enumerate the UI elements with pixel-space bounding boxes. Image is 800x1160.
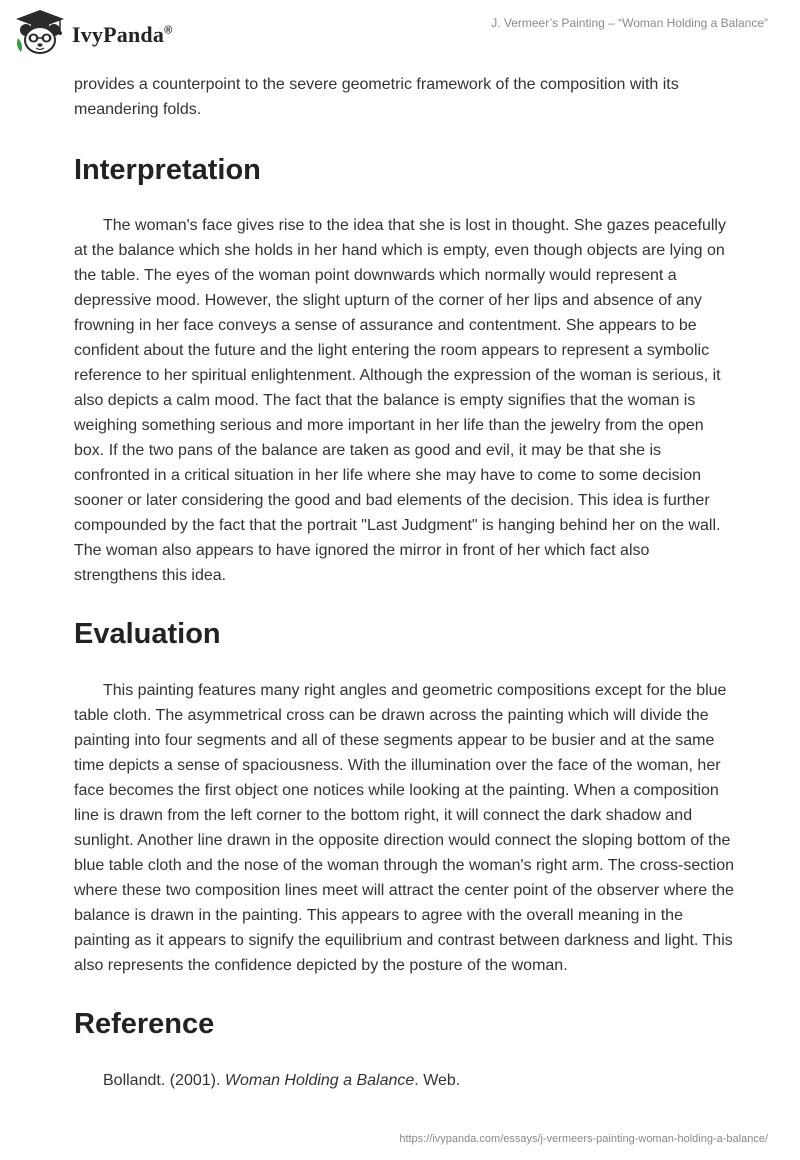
logo-wordmark: IvyPanda xyxy=(72,22,165,47)
reference-heading: Reference xyxy=(74,1008,215,1040)
evaluation-paragraph: This painting features many right angles and geometric compositions except for the blue table cloth. The asymmetrical cross can be drawn across the painting which will divide the painting into four segments and all of these segments appear to be busier and at the same time depicts a sense of spaciousness. With the illumination over the face of the woman, her face becomes the first object one notices while looking at the painting. When a composition line is drawn from the left corner to the bottom right, it will connect the dark shadow and sunlight. Another line drawn in the opposite direction would connect the sloping bottom of the blue table cloth and the nose of the woman through the woman's right arm. The cross-section where these two composition lines meet will attract the center point of the observer where the balance is drawn in the painting. This appears to agree with the overall meaning in the painting as it appears to signify the equilibrium and contrast between darkness and light. This also represents the confidence depicted by the posture of the woman. xyxy=(74,682,735,974)
interpretation-paragraph: The woman's face gives rise to the idea that she is lost in thought. She gazes peacefully at the balance which she holds in her hand which is empty, even though objects are lying on the table. The eyes of the woman point downwards which normally would represent a depressive mood. However, the slight upturn of the corner of her lips and absence of any frowning in her face conveys a sense of assurance and contentment. She appears to be confident about the future and the light entering the room appears to represent a symbolic reference to her spiritual enlightenment. Although the expression of the woman is serious, it also depicts a calm mood. The fact that the balance is empty signifies that the woman is weighing something serious and more important in her life than the jewelry from the open box. If the two pans of the balance are taken as good and evil, it may be that she is confronted in a critical situation in her life where she may have to come to some decision sooner or later considering the good and bad elements of the decision. This idea is further compounded by the fact that the portrait "Last Judgment" is hanging behind her on the wall. The woman also appears to have ignored the mirror in front of her which fact also strengthens this idea. xyxy=(74,217,726,584)
ivypanda-logo[interactable] xyxy=(14,8,172,56)
interpretation-heading: Interpretation xyxy=(74,154,261,186)
reference-entry xyxy=(74,1068,734,1093)
essay-content xyxy=(74,72,734,1093)
reference-author: Bollandt. (2001). xyxy=(103,1072,225,1089)
reference-suffix: . Web. xyxy=(414,1072,461,1089)
registered-mark: ® xyxy=(164,24,173,37)
intro-fragment-paragraph: provides a counterpoint to the severe geometric framework of the composition with its meandering folds. xyxy=(74,76,679,118)
panda-logo-icon xyxy=(14,8,66,56)
page-header xyxy=(0,0,800,70)
document-title: J. Vermeer’s Painting – “Woman Holding a Balance” xyxy=(491,16,768,30)
reference-title: Woman Holding a Balance xyxy=(224,1072,415,1089)
evaluation-heading: Evaluation xyxy=(74,618,221,650)
logo-text xyxy=(72,22,172,48)
source-url[interactable]: https://ivypanda.com/essays/j-vermeers-painting-woman-holding-a-balance/ xyxy=(399,1133,768,1145)
